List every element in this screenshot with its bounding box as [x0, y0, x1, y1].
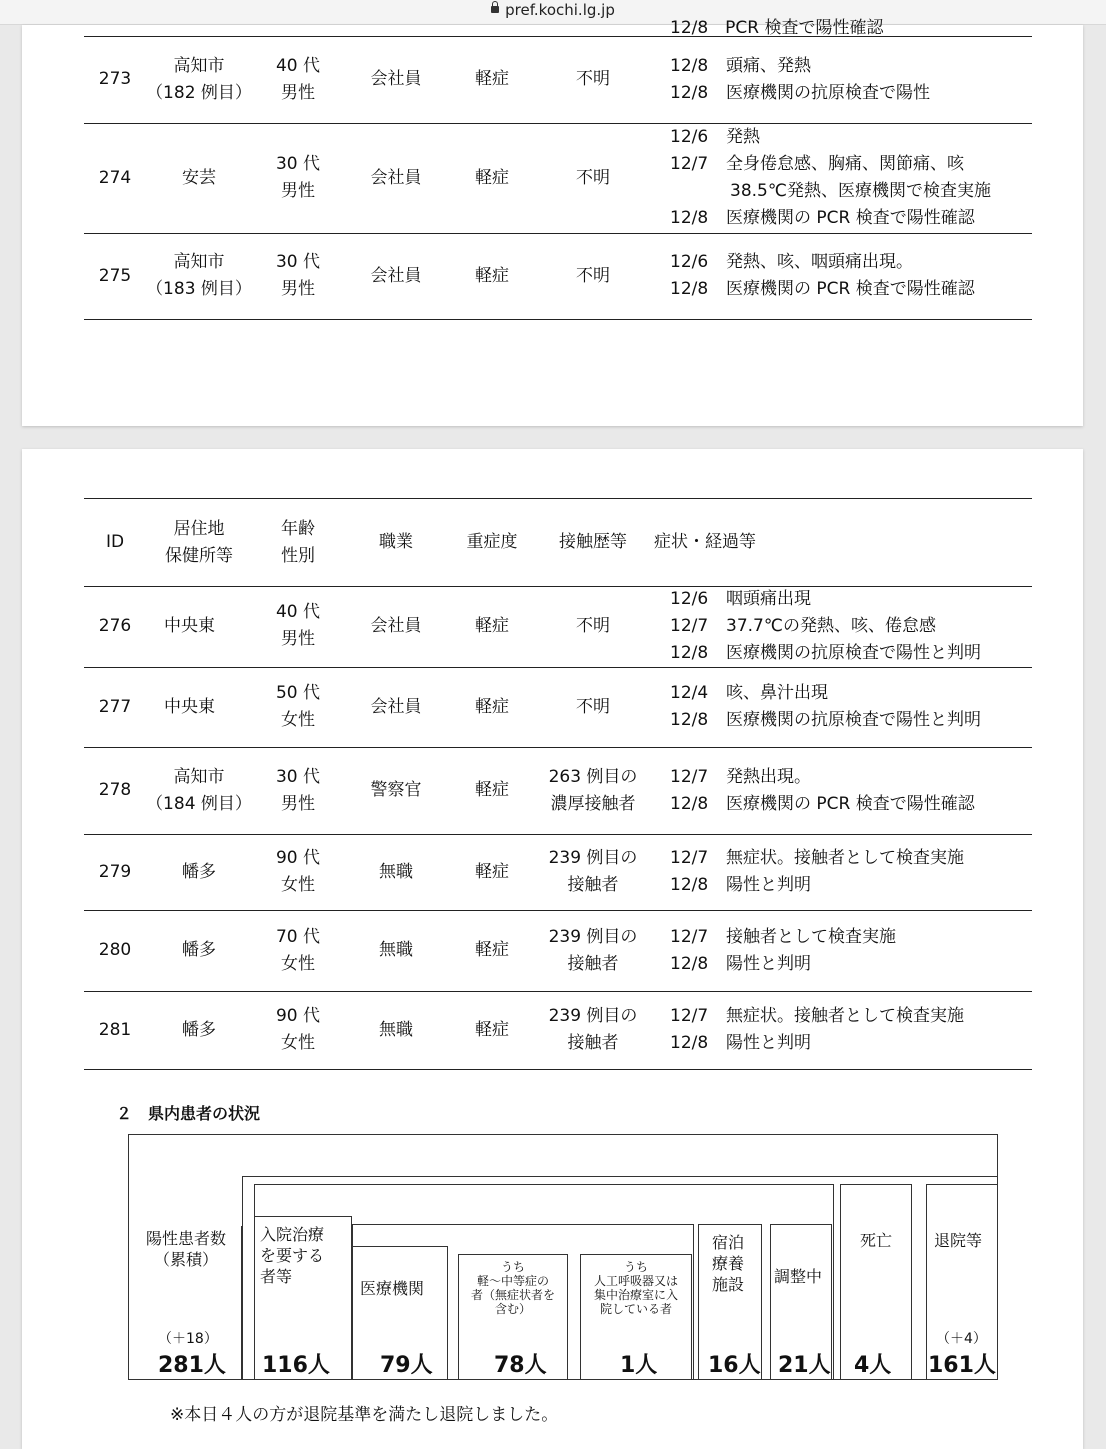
symptom-line: [670, 872, 811, 899]
header-residence: 居住地 保健所等: [165, 518, 233, 566]
case-job: 会社員: [370, 69, 422, 89]
table-row: [84, 233, 1032, 320]
symptom-date: 12/7: [670, 926, 709, 947]
discharged-delta: （＋4）: [936, 1331, 987, 1347]
symptom-line: [670, 53, 811, 80]
symptom-date: 12/8: [670, 875, 709, 895]
symptom-line: [670, 151, 964, 178]
browser-url-bar[interactable]: [0, 0, 1106, 25]
symptom-date: 12/6: [670, 252, 709, 272]
header-severity: 重症度: [466, 532, 518, 552]
symptom-text: 咳、鼻汁出現: [726, 683, 828, 703]
symptom-line: [670, 613, 936, 640]
case-id: 281: [98, 1019, 132, 1040]
total-count: 281人: [158, 1353, 226, 1378]
symptom-text: 陽性と判明: [726, 953, 811, 974]
symptom-text: 発熱出現。: [726, 766, 811, 787]
symptom-line: [670, 178, 991, 205]
symptom-line: [670, 951, 811, 978]
case-age-sex: 70 代 女性: [275, 926, 321, 974]
adjusting-label: 調整中: [774, 1267, 823, 1286]
case-severity: 軽症: [475, 780, 509, 800]
discharged-count: 161人: [928, 1353, 996, 1378]
hospitalized-label: 入院治療 を要する 者等: [260, 1225, 325, 1286]
section-heading: ２ 県内患者の状況: [116, 1104, 261, 1123]
case-contact: 239 例目の 接触者: [548, 848, 638, 895]
case-residence: 中央東: [164, 696, 215, 717]
case-symptoms: [670, 123, 1032, 233]
case-age-sex: 40 代 男性: [275, 602, 321, 649]
case-job: 無職: [379, 940, 413, 960]
case-job: 無職: [379, 1019, 413, 1040]
table-row: [84, 747, 1032, 835]
symptom-text: 無症状。接触者として検査実施: [726, 848, 964, 868]
case-symptoms: [670, 36, 1032, 123]
symptom-date: 12/7: [670, 848, 709, 868]
symptom-date: 12/4: [670, 683, 709, 703]
url-text: pref.kochi.lg.jp: [505, 1, 615, 19]
symptom-date: 12/6: [670, 588, 709, 609]
case-severity: 軽症: [475, 1019, 509, 1040]
document-page-1: [22, 18, 1083, 426]
symptom-line: [670, 640, 981, 667]
case-severity: 軽症: [475, 167, 509, 188]
symptom-date: 12/8: [670, 1033, 709, 1053]
symptom-line: [670, 924, 896, 951]
case-symptoms: [670, 991, 1032, 1069]
patient-status-diagram: [128, 1134, 1004, 1384]
lodging-label: 宿泊 療養 施設: [712, 1233, 745, 1294]
deceased-count: 4人: [854, 1353, 892, 1378]
mild-count: 78人: [494, 1353, 547, 1378]
table-row: [84, 834, 1032, 911]
mild-label: うち 軽～中等症の 者（無症状者を 含む）: [470, 1260, 555, 1316]
symptom-text: 全身倦怠感、胸痛、関節痛、咳: [726, 154, 964, 174]
symptom-date: 12/8: [670, 55, 709, 76]
case-age-sex: 90 代 女性: [275, 1006, 321, 1053]
case-id: 273: [98, 69, 132, 89]
total-delta: （＋18）: [158, 1331, 218, 1347]
header-job: 職業: [379, 532, 413, 552]
symptom-text: 37.7℃の発熱、咳、倦怠感: [726, 615, 936, 636]
table-row: [84, 585, 1032, 668]
symptom-text: 咽頭痛出現: [726, 588, 811, 609]
symptom-line: [670, 680, 828, 707]
case-job: 警察官: [370, 780, 422, 800]
symptom-date: 12/7: [670, 615, 709, 636]
case-age-sex: 40 代 男性: [275, 55, 321, 103]
symptom-text: 医療機関の抗原検査で陽性と判明: [726, 642, 981, 663]
symptom-date: 12/6: [670, 127, 709, 147]
case-severity: 軽症: [475, 861, 509, 882]
case-contact: 不明: [576, 696, 610, 717]
case-id: 274: [98, 167, 132, 188]
symptom-date: 12/8: [670, 279, 709, 299]
symptom-date: 12/8: [670, 793, 709, 814]
discharge-note: ※本日４人の方が退院基準を満たし退院しました。: [170, 1405, 559, 1425]
case-id: 280: [98, 940, 132, 960]
total-label: 陽性患者数 （累積）: [145, 1229, 226, 1269]
case-symptoms: [670, 910, 1032, 991]
case-contact: 不明: [576, 167, 610, 188]
symptom-text: 陽性と判明: [726, 875, 811, 895]
table-row: [84, 667, 1032, 748]
symptom-line: [670, 845, 964, 872]
case-contact: 239 例目の 接触者: [548, 926, 638, 974]
case-severity: 軽症: [475, 69, 509, 89]
case-id: 277: [98, 696, 132, 717]
case-symptoms: [670, 585, 1032, 667]
case-symptoms: [670, 667, 1032, 747]
table-row: [84, 991, 1032, 1070]
case-severity: 軽症: [475, 615, 509, 636]
case-contact: 不明: [576, 615, 610, 636]
header-id: ID: [105, 532, 125, 552]
symptom-line: [670, 80, 930, 107]
case-id: 276: [98, 615, 132, 636]
partial-cut-line: 12/8 PCR 検査で陽性確認: [670, 18, 884, 38]
case-residence: 中央東: [164, 615, 215, 636]
case-id: 275: [98, 265, 132, 286]
symptom-text: 無症状。接触者として検査実施: [726, 1006, 964, 1026]
case-age-sex: 30 代 男性: [275, 154, 321, 201]
symptom-line: [670, 1003, 964, 1030]
case-residence: 高知市 （183 例目）: [146, 252, 252, 299]
case-contact: 不明: [576, 265, 610, 286]
symptom-text: 医療機関の PCR 検査で陽性確認: [726, 208, 975, 228]
table-row: [84, 36, 1032, 124]
table-row: [84, 910, 1032, 992]
case-job: 会社員: [370, 615, 422, 636]
symptom-line: [670, 764, 811, 791]
symptom-text: 医療機関の PCR 検査で陽性確認: [726, 279, 975, 299]
symptom-text: 頭痛、発熱: [726, 55, 811, 76]
symptom-text: 医療機関の PCR 検査で陽性確認: [726, 793, 975, 814]
case-severity: 軽症: [475, 940, 509, 960]
case-residence: 幡多: [182, 940, 216, 960]
table-header: [84, 498, 1032, 587]
case-severity: 軽症: [475, 265, 509, 286]
severe-label: うち 人工呼吸器又は 集中治療室に入 院している者: [593, 1260, 678, 1316]
symptom-text: 発熱: [726, 127, 760, 147]
symptom-line: [670, 1030, 811, 1057]
case-id: 278: [98, 780, 132, 800]
symptom-line: [670, 205, 975, 232]
case-job: 無職: [379, 861, 413, 882]
case-age-sex: 90 代 女性: [275, 848, 321, 895]
lodging-count: 16人: [708, 1353, 761, 1378]
symptom-date: 12/8: [670, 710, 709, 730]
symptom-date: 12/7: [670, 766, 709, 787]
case-contact: 不明: [576, 69, 610, 89]
case-job: 会社員: [370, 696, 422, 717]
case-symptoms: [670, 233, 1032, 319]
header-age-sex: 年齢 性別: [281, 518, 315, 566]
symptom-text: 陽性と判明: [726, 1033, 811, 1053]
case-symptoms: [670, 747, 1032, 834]
case-id: 279: [98, 861, 132, 882]
header-symptoms: 症状・経過等: [654, 532, 756, 552]
case-symptoms: [670, 834, 1032, 910]
symptom-date: 12/7: [670, 154, 709, 174]
symptom-line: [670, 586, 811, 613]
adjusting-count: 21人: [778, 1353, 831, 1378]
case-contact: 263 例目の 濃厚接触者: [548, 766, 638, 814]
symptom-line: [670, 124, 760, 151]
symptom-text: 38.5℃発熱、医療機関で検査実施: [730, 181, 991, 201]
lock-icon: [491, 6, 499, 13]
case-age-sex: 30 代 男性: [275, 766, 321, 814]
symptom-text: 医療機関の抗原検査で陽性と判明: [726, 710, 981, 730]
hospitalized-count: 116人: [262, 1353, 330, 1378]
case-residence: 安芸: [182, 167, 216, 188]
case-contact: 239 例目の 接触者: [548, 1006, 638, 1053]
deceased-label: 死亡: [860, 1231, 893, 1250]
header-contact: 接触歴等: [559, 532, 627, 552]
case-age-sex: 30 代 男性: [275, 252, 321, 299]
symptom-line: [670, 249, 913, 276]
medical-label: 医療機関: [360, 1279, 425, 1298]
symptom-line: [670, 707, 981, 734]
case-severity: 軽症: [475, 696, 509, 717]
symptom-date: 12/7: [670, 1006, 709, 1026]
case-residence: 高知市 （184 例目）: [146, 766, 252, 814]
symptom-date: 12/8: [670, 82, 709, 103]
symptom-text: 接触者として検査実施: [726, 926, 896, 947]
case-job: 会社員: [370, 265, 422, 286]
case-residence: 幡多: [182, 1019, 216, 1040]
table-row: [84, 123, 1032, 234]
medical-count: 79人: [380, 1353, 433, 1378]
symptom-line: [670, 791, 975, 818]
discharged-label: 退院等: [934, 1231, 983, 1250]
symptom-text: 発熱、咳、咽頭痛出現。: [726, 252, 913, 272]
case-residence: 幡多: [182, 861, 216, 882]
case-age-sex: 50 代 女性: [275, 683, 321, 730]
document-page-2: [22, 449, 1083, 1449]
case-job: 会社員: [370, 167, 422, 188]
symptom-text: 医療機関の抗原検査で陽性: [726, 82, 930, 103]
case-residence: 高知市 （182 例目）: [146, 55, 252, 103]
severe-count: 1人: [620, 1353, 658, 1378]
symptom-date: 12/8: [670, 642, 709, 663]
symptom-date: 12/8: [670, 208, 709, 228]
symptom-date: 12/8: [670, 953, 709, 974]
symptom-line: [670, 276, 975, 303]
